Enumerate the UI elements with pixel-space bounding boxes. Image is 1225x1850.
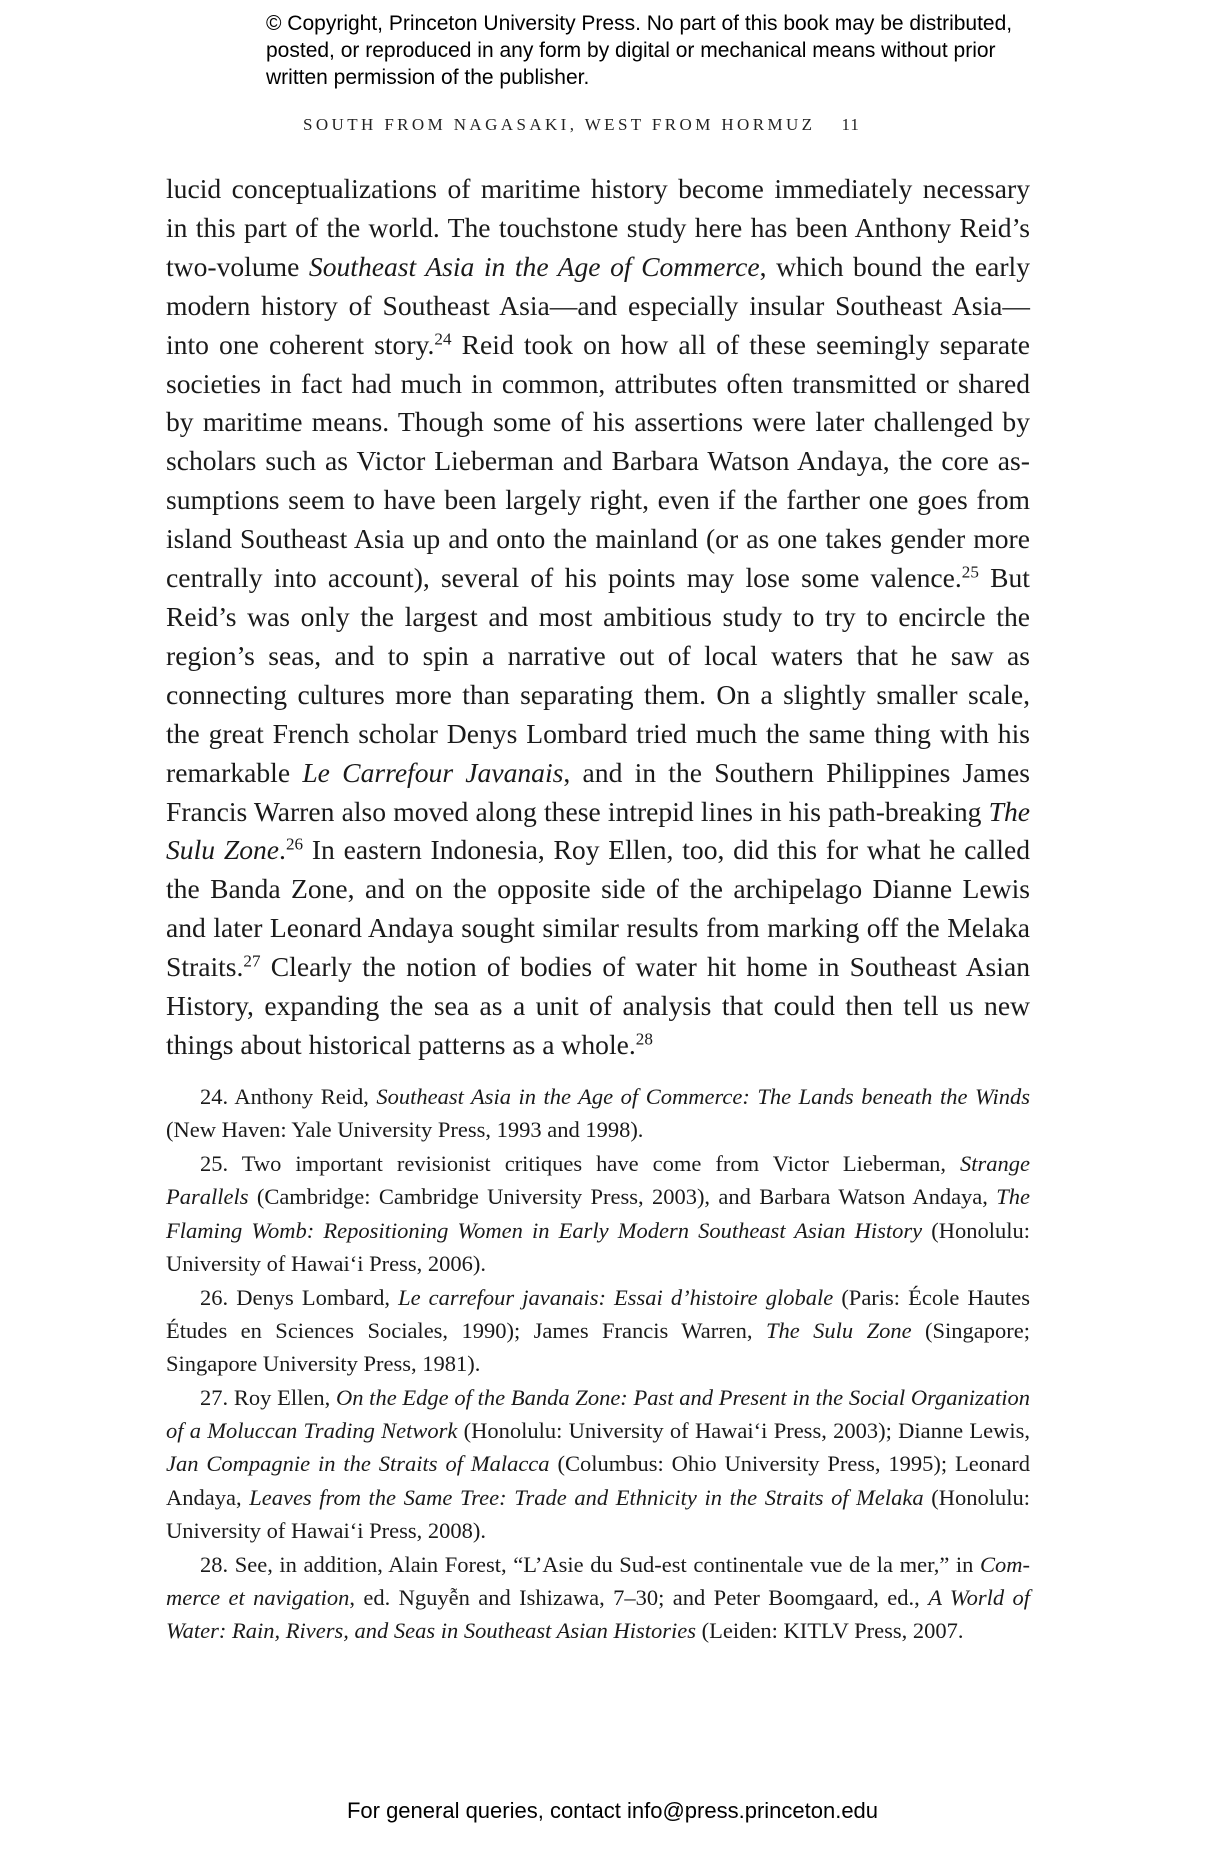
- italic-title: Jan Compagnie in the Straits of Malacca: [166, 1451, 550, 1477]
- text-run: , which bound the early modern history of Southeast Asia—and especially insular Southeast Asia—into one coherent story.: [166, 250, 1030, 360]
- italic-title: The Flaming Womb: Repositioning Women in Early Modern Southeast Asian History: [166, 1184, 1030, 1243]
- footnote-ref: 25: [961, 562, 979, 582]
- text-run: In eastern Indonesia, Roy Ellen, too, did this for what he called the Banda Zone, and on the opposite side of the archipelago Dianne Lewis and later Leonard Andaya sought similar results from marking off the Melaka Straits.: [166, 834, 1030, 983]
- copyright-notice: © Copyright, Princeton University Press. No part of this book may be distributed, posted, or reproduced in any form by digital or mechanical means without prior written permission of the publisher.: [266, 12, 1013, 89]
- footnote-ref: 24: [434, 329, 452, 349]
- text-run: , and in the Southern Philippines James Francis Warren also moved along these intrepid lines in his path-breaking: [166, 756, 1030, 827]
- running-head: [303, 115, 860, 135]
- italic-title: Le carrefour javanais: Essai d’histoire globale: [398, 1284, 834, 1310]
- text-run: (Honolulu: University of Hawai‘i Press, 2006).: [166, 1217, 1030, 1276]
- text-run: (Columbus: Ohio University Press, 1995); Leonard Andaya,: [166, 1451, 1030, 1510]
- text-run: (Cambridge: Cambridge University Press, 2003), and Barbara Watson Andaya,: [248, 1184, 997, 1210]
- italic-title: Strange Parallels: [166, 1151, 1030, 1210]
- footer-contact: For general queries, contact info@press.princeton.edu: [346, 1798, 879, 1823]
- running-head-title: SOUTH FROM NAGASAKI, WEST FROM HORMUZ: [303, 115, 816, 134]
- text-run: (Honolulu: University of Hawai‘i Press, 2008).: [166, 1484, 1030, 1543]
- footnote: [166, 1381, 1030, 1547]
- footnote-ref: 27: [243, 951, 261, 971]
- italic-title: Le Carrefour Javanais: [302, 756, 564, 788]
- text-run: .: [279, 834, 286, 866]
- footnote: [166, 1548, 1030, 1648]
- page-number: 11: [841, 115, 860, 134]
- italic-title: The Sulu Zone: [166, 795, 1030, 866]
- footnotes: [166, 1080, 1030, 1648]
- text-run: (New Haven: Yale University Press, 1993 and 1998).: [166, 1117, 644, 1143]
- text-run: (Paris: École Hautes Études en Sciences Sociales, 1990); James Francis Warren,: [166, 1284, 1030, 1343]
- footnote-ref: 26: [285, 835, 304, 854]
- italic-title: A World of Water: Rain, Rivers, and Seas in Southeast Asian Histories: [166, 1584, 1030, 1643]
- text-run: (Singapore; Singapore University Press, 1981).: [166, 1317, 1030, 1376]
- text-run: 26. Denys Lombard,: [200, 1284, 399, 1310]
- text-run: 24. Anthony Reid,: [200, 1084, 377, 1109]
- text-run: , ed. Nguyễn and Ishizawa, 7–30; and Peter Boomgaard, ed.,: [349, 1584, 929, 1610]
- italic-title: On the Edge of the Banda Zone: Past and Present in the Social Organization of a Moluccan Trading Network: [166, 1384, 1030, 1444]
- italic-title: Southeast Asia in the Age of Commerce: The Lands beneath the Winds: [376, 1084, 1030, 1109]
- italic-title: The Sulu Zone: [765, 1317, 912, 1343]
- body-paragraph: [166, 170, 1030, 1065]
- text-run: But Reid’s was only the largest and most ambitious study to try to encircle the region’s seas, and to spin a narrative out of local waters that he saw as connecting cultures more than separating them. On a slightly smaller scale, the great French scholar Denys Lombard tried much the same thing with his remarkable: [166, 562, 1030, 788]
- text-run: 27. Roy Ellen,: [200, 1384, 336, 1410]
- footnote: [166, 1147, 1030, 1280]
- text-run: lucid conceptualizations of maritime history become immediately necessary in this part of the world. The touchstone study here has been Anthony Reid’s two-volume: [166, 173, 1030, 282]
- italic-title: Southeast Asia in the Age of Commerce: [308, 250, 760, 282]
- text-run: (Honolulu: University of Hawai‘i Press, 2003); Dianne Lewis,: [457, 1418, 1030, 1444]
- main-body-text: [166, 170, 1030, 1065]
- text-run: 25. Two important revisionist critiques have come from Victor Lieberman,: [200, 1151, 960, 1177]
- text-run: 28. See, in addition, Alain Forest, “L’Asie du Sud-est continentale vue de la mer,” in: [200, 1551, 980, 1577]
- footnote: [166, 1080, 1030, 1146]
- footnote: [166, 1281, 1030, 1381]
- text-run: Reid took on how all of these seemingly separate societies in fact had much in common, attributes often transmitted or shared by maritime means. Though some of his assertions were later challenged by scholars such as Victor Lieberman and Barbara Watson Andaya, the core assumptions seem to have been largely right, even if the farther one goes from island Southeast Asia up and onto the mainland (or as one takes gender more centrally into account), several of his points may lose some valence.: [166, 328, 1030, 594]
- italic-title: Leaves from the Same Tree: Trade and Ethnicity in the Straits of Melaka: [249, 1484, 924, 1510]
- text-run: (Leiden: KITLV Press, 2007.: [695, 1618, 964, 1643]
- text-run: Clearly the notion of bodies of water hit home in Southeast Asian History, expanding the sea as a unit of analysis that could then tell us new things about historical patterns as a whole.: [166, 951, 1030, 1060]
- footnote-ref: 28: [635, 1029, 653, 1049]
- italic-title: Commerce et navigation: [166, 1551, 1030, 1610]
